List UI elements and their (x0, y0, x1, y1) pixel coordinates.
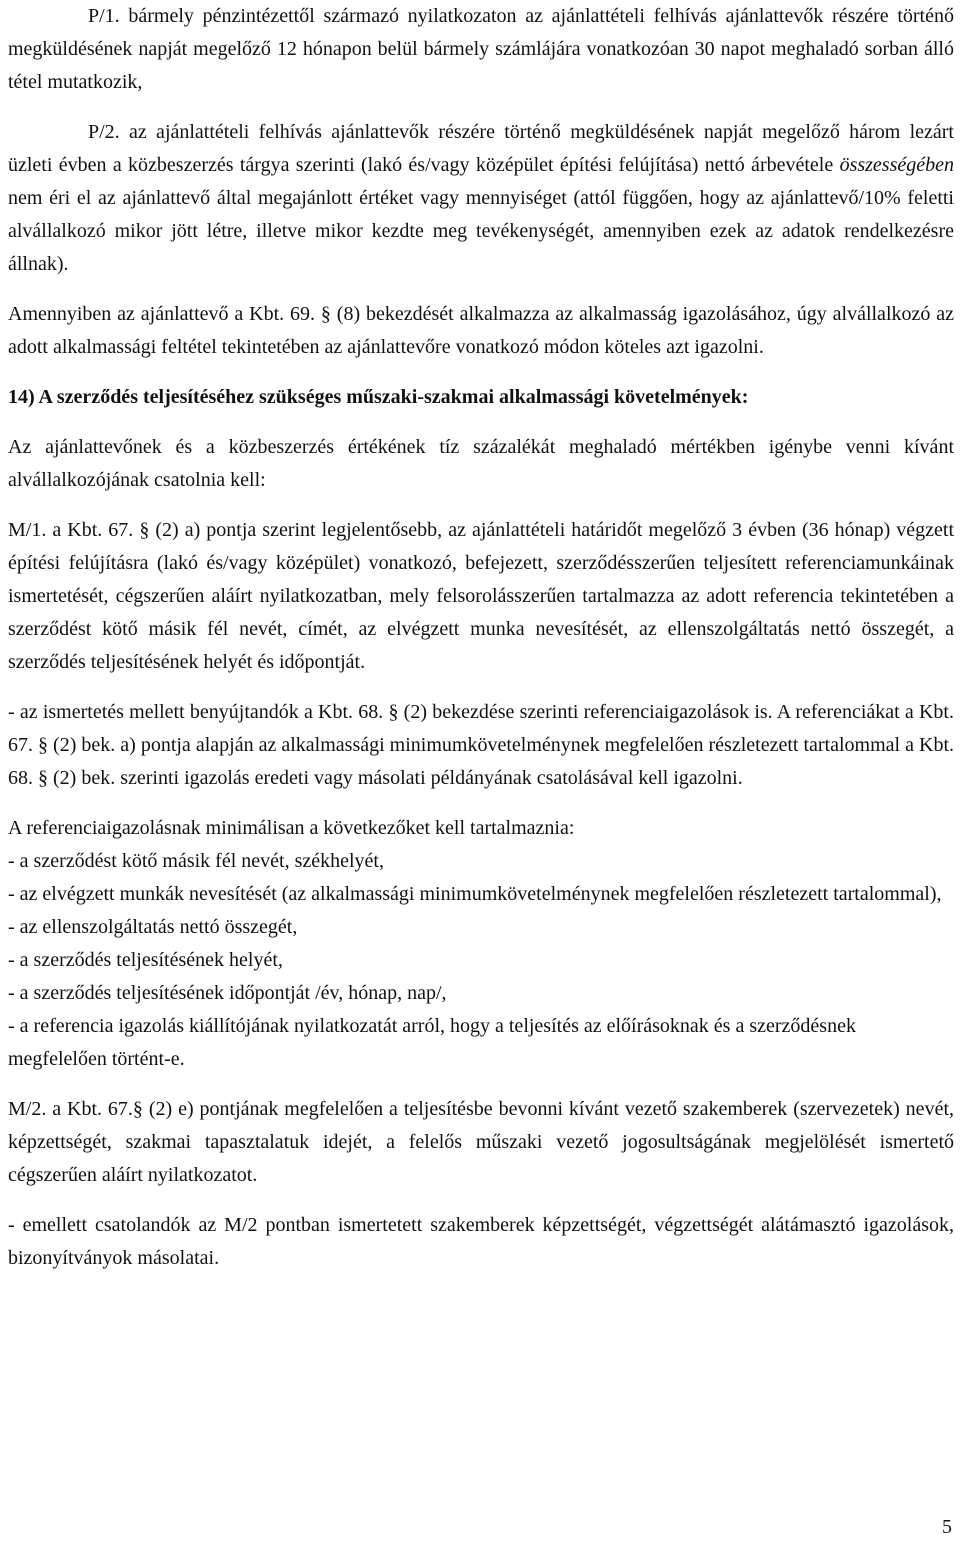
list-item: - a referencia igazolás kiállítójának nyilatkozatát arról, hogy a teljesítés az előírásoknak és a szerződésnek megfelelően történt-e. (8, 1015, 856, 1070)
paragraph-p2 (8, 116, 954, 281)
reference-requirements-list (8, 812, 954, 1076)
paragraph-p1: P/1. bármely pénzintézettől származó nyilatkozaton az ajánlattételi felhívás ajánlattevők részére történő megküldésének napját megelőző 12 hónapon belül bármely számlájára vonatkozóan 30 napot meghaladó sorban álló tétel mutatkozik, (8, 5, 954, 93)
list-item: - a szerződés teljesítésének időpontját /év, hónap, nap/, (8, 982, 447, 1004)
page-number: 5 (942, 1516, 952, 1538)
paragraph-subcontractor: Az ajánlattevőnek és a közbeszerzés értékének tíz százalékát meghaladó mértékben igénybe venni kívánt alvállalkozójának csatolnia kell: (8, 436, 954, 491)
list-item: - az ellenszolgáltatás nettó összegét, (8, 916, 298, 938)
list-intro: A referenciaigazolásnak minimálisan a következőket kell tartalmaznia: (8, 817, 575, 839)
paragraph-p2-text-2: nem éri el az ajánlattevő által megajánlott értéket vagy mennyiséget (attól függően, hogy az ajánlattevő/10% feletti alvállalkozó mikor jött létre, illetve mikor kezdte meg tevékenységét, amennyiben ezek az adatok rendelkezésre állnak). (8, 187, 954, 275)
paragraph-kbt69: Amennyiben az ajánlattevő a Kbt. 69. § (8) bekezdését alkalmazza az alkalmasság igazolásához, úgy alvállalkozó az adott alkalmassági feltétel tekintetében az ajánlattevőre vonatkozó módon köteles azt igazolni. (8, 303, 954, 358)
list-item: - az elvégzett munkák nevesítését (az alkalmassági minimumkövetelménynek megfelelően részletezett tartalommal), (8, 883, 942, 905)
paragraph-m1: M/1. a Kbt. 67. § (2) a) pontja szerint legjelentősebb, az ajánlattételi határidőt megelőző 3 évben (36 hónap) végzett építési felújításra (lakó és/vagy középület) vonatkozó, befejezett, szerződésszerűen teljesített referenciamunkáinak ismertetését, cégszerűen aláírt nyilatkozatban, mely felsorolásszerűen tartalmazza az adott referencia tekintetében a szerződést kötő másik fél nevét, címét, az elvégzett munka nevesítését, az ellenszolgáltatás nettó összegét, a szerződés teljesítésének helyét és időpontját. (8, 519, 954, 673)
section-heading-14: 14) A szerződés teljesítéséhez szükséges műszaki-szakmai alkalmassági követelmények: (8, 386, 749, 408)
list-item: - a szerződést kötő másik fél nevét, székhelyét, (8, 850, 384, 872)
paragraph-m2-attachments: - emellett csatolandók az M/2 pontban ismertetett szakemberek képzettségét, végzettségét alátámasztó igazolások, bizonyítványok másolatai. (8, 1214, 954, 1269)
paragraph-reference-certificates: - az ismertetés mellett benyújtandók a Kbt. 68. § (2) bekezdése szerinti referenciaigazolások is. A referenciákat a Kbt. 67. § (2) bek. a) pontja alapján az alkalmassági minimumkövetelménynek megfelelően részletezett tartalommal a Kbt. 68. § (2) bek. szerinti igazolás eredeti vagy másolati példányának csatolásával kell igazolni. (8, 701, 954, 789)
list-item: - a szerződés teljesítésének helyét, (8, 949, 283, 971)
paragraph-p2-text-1: P/2. az ajánlattételi felhívás ajánlattevők részére történő megküldésének napját megelőző három lezárt üzleti évben a közbeszerzés tárgya szerinti (lakó és/vagy középület építési felújítása) nettó árbevétele (8, 121, 954, 176)
paragraph-p2-italic: összességében (839, 154, 954, 176)
document-page (8, 0, 954, 1275)
paragraph-m2: M/2. a Kbt. 67.§ (2) e) pontjának megfelelően a teljesítésbe bevonni kívánt vezető szakemberek (szervezetek) nevét, képzettségét, szakmai tapasztalatuk idejét, a felelős műszaki vezető jogosultságának megjelölését ismertető cégszerűen aláírt nyilatkozatot. (8, 1098, 954, 1186)
